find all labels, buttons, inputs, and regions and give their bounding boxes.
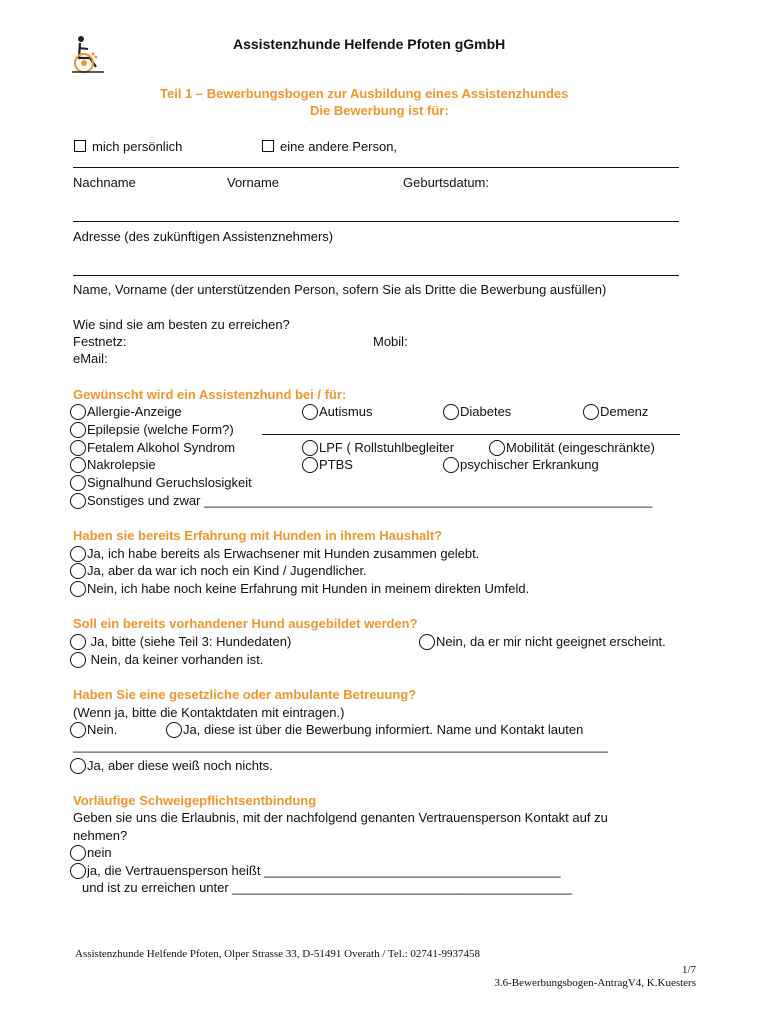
option-lpf-label: LPF ( Rollstuhlbegleiter: [319, 440, 455, 455]
care-contact-input-line[interactable]: __________________________________________________________________________: [73, 738, 609, 753]
option-diabetes[interactable]: [443, 404, 511, 420]
option-fas-label: Fetalem Alkohol Syndrom: [87, 440, 236, 455]
geburtsdatum-label: Geburtsdatum:: [403, 175, 489, 190]
option-epilepsie[interactable]: [70, 422, 234, 438]
radio-care-yes-unaware[interactable]: [70, 758, 86, 774]
part-subheading: Die Bewerbung ist für:: [310, 103, 449, 118]
option-mobilitaet[interactable]: [489, 440, 655, 456]
mobil-label: Mobil:: [373, 334, 408, 349]
option-psychisch-label: psychischer Erkrankung: [460, 457, 599, 472]
existing-dog-no-unsuitable-label: Nein, da er mir nicht geeignet erscheint.: [436, 634, 666, 649]
confidentiality-text-2: nehmen?: [73, 828, 128, 843]
option-demenz-label: Demenz: [600, 404, 649, 419]
radio-experience-1[interactable]: [70, 546, 86, 562]
footer-address: Assistenzhunde Helfende Pfoten, Olper Strasse 33, D-51491 Overath / Tel.: 02741-9937458: [75, 948, 481, 960]
experience-option-3[interactable]: [70, 581, 529, 597]
existing-dog-yes[interactable]: [70, 634, 291, 650]
option-mobilitaet-label: Mobilität (eingeschränkte): [506, 440, 655, 455]
address-input-line[interactable]: [73, 221, 679, 222]
experience-option-2[interactable]: [70, 563, 367, 579]
radio-experience-3[interactable]: [70, 581, 86, 597]
nachname-label: Nachname: [73, 175, 136, 190]
confidentiality-yes[interactable]: [70, 863, 560, 879]
existing-dog-no-none-label: Nein, da keiner vorhanden ist.: [87, 652, 264, 667]
radio-existing-dog-no-none[interactable]: [70, 652, 86, 668]
dog-type-heading: Gewünscht wird ein Assistenzhund bei / für:: [73, 387, 347, 402]
confidentiality-yes-label: ja, die Vertrauensperson heißt _________________________________________: [87, 863, 561, 878]
care-note: (Wenn ja, bitte die Kontaktdaten mit eintragen.): [73, 705, 345, 720]
care-yes-unaware-label: Ja, aber diese weiß noch nichts.: [87, 758, 273, 773]
care-yes-unaware[interactable]: [70, 758, 273, 774]
radio-confidentiality-no[interactable]: [70, 845, 86, 861]
document-reference: 3.6-Bewerbungsbogen-AntragV4, K.Kuesters: [494, 977, 696, 989]
option-geruch[interactable]: [70, 475, 252, 491]
page-number: 1/7: [681, 964, 696, 976]
option-geruch-label: Signalhund Geruchslosigkeit: [87, 475, 252, 490]
radio-confidentiality-yes[interactable]: [70, 863, 86, 879]
care-yes-informed-label: Ja, diese ist über die Bewerbung informiert. Name und Kontakt lauten: [183, 722, 584, 737]
option-ptbs[interactable]: [302, 457, 353, 473]
checkbox-self-box[interactable]: [74, 140, 86, 152]
care-heading: Haben Sie eine gesetzliche oder ambulante Betreuung?: [73, 687, 417, 702]
existing-dog-no-none[interactable]: [70, 652, 263, 668]
option-ptbs-label: PTBS: [319, 457, 353, 472]
radio-sonstiges[interactable]: [70, 493, 86, 509]
part-heading: Teil 1 – Bewerbungsbogen zur Ausbildung eines Assistenzhundes: [160, 86, 569, 101]
care-no-label: Nein.: [87, 722, 118, 737]
contact-question: Wie sind sie am besten zu erreichen?: [73, 317, 290, 332]
option-epilepsie-label: Epilepsie (welche Form?): [87, 422, 234, 437]
epilepsie-input-line[interactable]: [262, 434, 680, 435]
option-allergie-label: Allergie-Anzeige: [87, 404, 182, 419]
option-narkolepsie[interactable]: [70, 457, 156, 473]
radio-psychisch[interactable]: [443, 457, 459, 473]
existing-dog-heading: Soll ein bereits vorhandener Hund ausgebildet werden?: [73, 616, 418, 631]
helper-label: Name, Vorname (der unterstützenden Person, sofern Sie als Dritte die Bewerbung ausfüllen): [73, 282, 607, 297]
radio-geruch[interactable]: [70, 475, 86, 491]
organization-title: Assistenzhunde Helfende Pfoten gGmbH: [233, 36, 506, 52]
radio-ptbs[interactable]: [302, 457, 318, 473]
checkbox-other[interactable]: [262, 139, 397, 154]
confidentiality-text-1: Geben sie uns die Erlaubnis, mit der nachfolgend genanten Vertrauensperson Kontakt auf zu: [73, 810, 608, 825]
checkbox-self-label: mich persönlich: [92, 139, 183, 154]
option-fas[interactable]: [70, 440, 235, 456]
option-demenz[interactable]: [583, 404, 648, 420]
option-sonstiges-label: Sonstiges und zwar ______________________________________________________________: [87, 493, 653, 508]
checkbox-other-label: eine andere Person,: [280, 139, 398, 154]
confidentiality-no-label: nein: [87, 845, 112, 860]
option-lpf[interactable]: [302, 440, 454, 456]
helper-input-line[interactable]: [73, 275, 679, 276]
checkbox-other-box[interactable]: [262, 140, 274, 152]
option-narkolepsie-label: Nakrolepsie: [87, 457, 156, 472]
radio-fas[interactable]: [70, 440, 86, 456]
option-allergie[interactable]: [70, 404, 182, 420]
radio-mobilitaet[interactable]: [489, 440, 505, 456]
radio-care-no[interactable]: [70, 722, 86, 738]
name-input-line[interactable]: [73, 167, 679, 168]
radio-autismus[interactable]: [302, 404, 318, 420]
radio-existing-dog-no-unsuitable[interactable]: [419, 634, 435, 650]
experience-option-2-label: Ja, aber da war ich noch ein Kind / Jugendlicher.: [87, 563, 367, 578]
confidentiality-no[interactable]: [70, 845, 112, 861]
option-sonstiges[interactable]: [70, 493, 652, 509]
existing-dog-yes-label: Ja, bitte (siehe Teil 3: Hundedaten): [87, 634, 292, 649]
option-diabetes-label: Diabetes: [460, 404, 512, 419]
radio-lpf[interactable]: [302, 440, 318, 456]
experience-option-1[interactable]: [70, 546, 479, 562]
existing-dog-no-unsuitable[interactable]: [419, 634, 666, 650]
address-label: Adresse (des zukünftigen Assistenznehmers): [73, 229, 334, 244]
checkbox-self[interactable]: [74, 139, 182, 154]
radio-demenz[interactable]: [583, 404, 599, 420]
wheelchair-paw-logo-icon: [68, 34, 108, 76]
radio-diabetes[interactable]: [443, 404, 459, 420]
festnetz-label: Festnetz:: [73, 334, 127, 349]
experience-option-1-label: Ja, ich habe bereits als Erwachsener mit Hunden zusammen gelebt.: [87, 546, 480, 561]
radio-allergie[interactable]: [70, 404, 86, 420]
care-yes-informed[interactable]: [166, 722, 583, 738]
radio-care-yes-informed[interactable]: [166, 722, 182, 738]
confidentiality-reach: und ist zu erreichen unter _______________________________________________: [82, 880, 573, 895]
option-psychisch[interactable]: [443, 457, 599, 473]
radio-epilepsie[interactable]: [70, 422, 86, 438]
radio-experience-2[interactable]: [70, 563, 86, 579]
radio-existing-dog-yes[interactable]: [70, 634, 86, 650]
experience-option-3-label: Nein, ich habe noch keine Erfahrung mit Hunden in meinem direkten Umfeld.: [87, 581, 530, 596]
option-autismus-label: Autismus: [319, 404, 373, 419]
vorname-label: Vorname: [227, 175, 280, 190]
radio-narkolepsie[interactable]: [70, 457, 86, 473]
care-no[interactable]: [70, 722, 117, 738]
confidentiality-heading: Vorläufige Schweigepflichtsentbindung: [73, 793, 317, 808]
option-autismus[interactable]: [302, 404, 372, 420]
email-label: eMail:: [73, 351, 108, 366]
experience-heading: Haben sie bereits Erfahrung mit Hunden in ihrem Haushalt?: [73, 528, 443, 543]
